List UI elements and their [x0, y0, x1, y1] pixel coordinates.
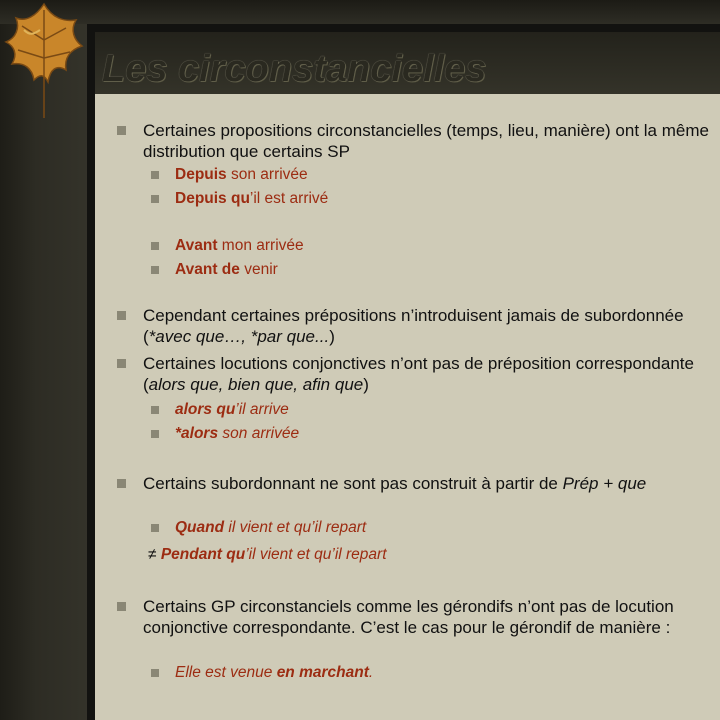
not-equal-symbol: ≠ — [148, 546, 157, 563]
sub-bullet-item — [151, 165, 308, 184]
square-bullet-icon — [151, 266, 159, 274]
slide-title: Les circonstancielles — [102, 48, 487, 90]
bullet-italic: Prép + que — [562, 474, 647, 493]
bullet-text: Certaines locutions conjonctives n’ont pas de préposition correspondante ( — [143, 354, 694, 394]
square-bullet-icon — [151, 524, 159, 532]
bullet-item — [117, 305, 720, 347]
example-text: Elle est venue — [175, 664, 277, 681]
example-bold: *alors — [175, 425, 219, 442]
sub-bullet-item — [151, 424, 299, 443]
top-decor-band — [0, 0, 720, 24]
square-bullet-icon — [151, 171, 159, 179]
bullet-item — [117, 353, 720, 395]
example-text: il vient et qu’il repart — [224, 519, 367, 536]
example-bold: Depuis qu — [175, 190, 250, 207]
example-bold: alors qu — [175, 401, 236, 418]
example-text: ’il est arrivé — [249, 190, 329, 207]
bullet-item — [117, 473, 720, 494]
bullet-text: Certains subordonnant ne sont pas construit à partir de — [143, 474, 563, 493]
example-bold: Avant de — [175, 261, 240, 278]
example-text: mon arrivée — [217, 237, 304, 254]
square-bullet-icon — [151, 430, 159, 438]
not-equal-line — [148, 545, 387, 564]
example-bold: Avant — [175, 237, 218, 254]
sub-bullet-item — [151, 518, 366, 537]
example-bold: Quand — [175, 519, 225, 536]
example-bold: en marchant — [276, 664, 369, 681]
square-bullet-icon — [117, 479, 126, 488]
bullet-text: Cependant certaines prépositions n’introduisent jamais de subordonnée ( — [143, 306, 684, 346]
square-bullet-icon — [151, 406, 159, 414]
example-text: ’il arrive — [235, 401, 289, 418]
bullet-text: ) — [363, 375, 369, 394]
example-bold: Pendant qu — [160, 546, 246, 563]
square-bullet-icon — [151, 195, 159, 203]
sub-bullet-item — [151, 260, 278, 279]
example-text: ’il vient et qu’il repart — [245, 546, 387, 563]
example-text: . — [368, 664, 374, 681]
sub-bullet-item — [151, 400, 289, 419]
bullet-text: Certains GP circonstanciels comme les gérondifs n’ont pas de locution conjonctive correspondante. C’est le cas pour le gérondif de manière : — [143, 597, 674, 637]
autumn-leaf-icon — [4, 0, 84, 120]
bullet-italic: *avec que…, *par que... — [148, 327, 330, 346]
example-text: son arrivée — [226, 166, 308, 183]
square-bullet-icon — [117, 359, 126, 368]
square-bullet-icon — [151, 669, 159, 677]
square-bullet-icon — [117, 311, 126, 320]
example-text: venir — [239, 261, 278, 278]
sub-bullet-item — [151, 236, 304, 255]
sub-bullet-item — [151, 663, 373, 682]
square-bullet-icon — [117, 602, 126, 611]
example-text: son arrivée — [218, 425, 300, 442]
square-bullet-icon — [151, 242, 159, 250]
bullet-text: Certaines propositions circonstancielles (temps, lieu, manière) ont la même distribution que certains SP — [143, 121, 709, 161]
square-bullet-icon — [117, 126, 126, 135]
bullet-italic: alors que, bien que, afin que — [148, 375, 364, 394]
bullet-item — [117, 120, 720, 162]
sub-bullet-item — [151, 189, 328, 208]
bullet-item — [117, 596, 720, 638]
example-bold: Depuis — [175, 166, 227, 183]
bullet-text: ) — [329, 327, 335, 346]
